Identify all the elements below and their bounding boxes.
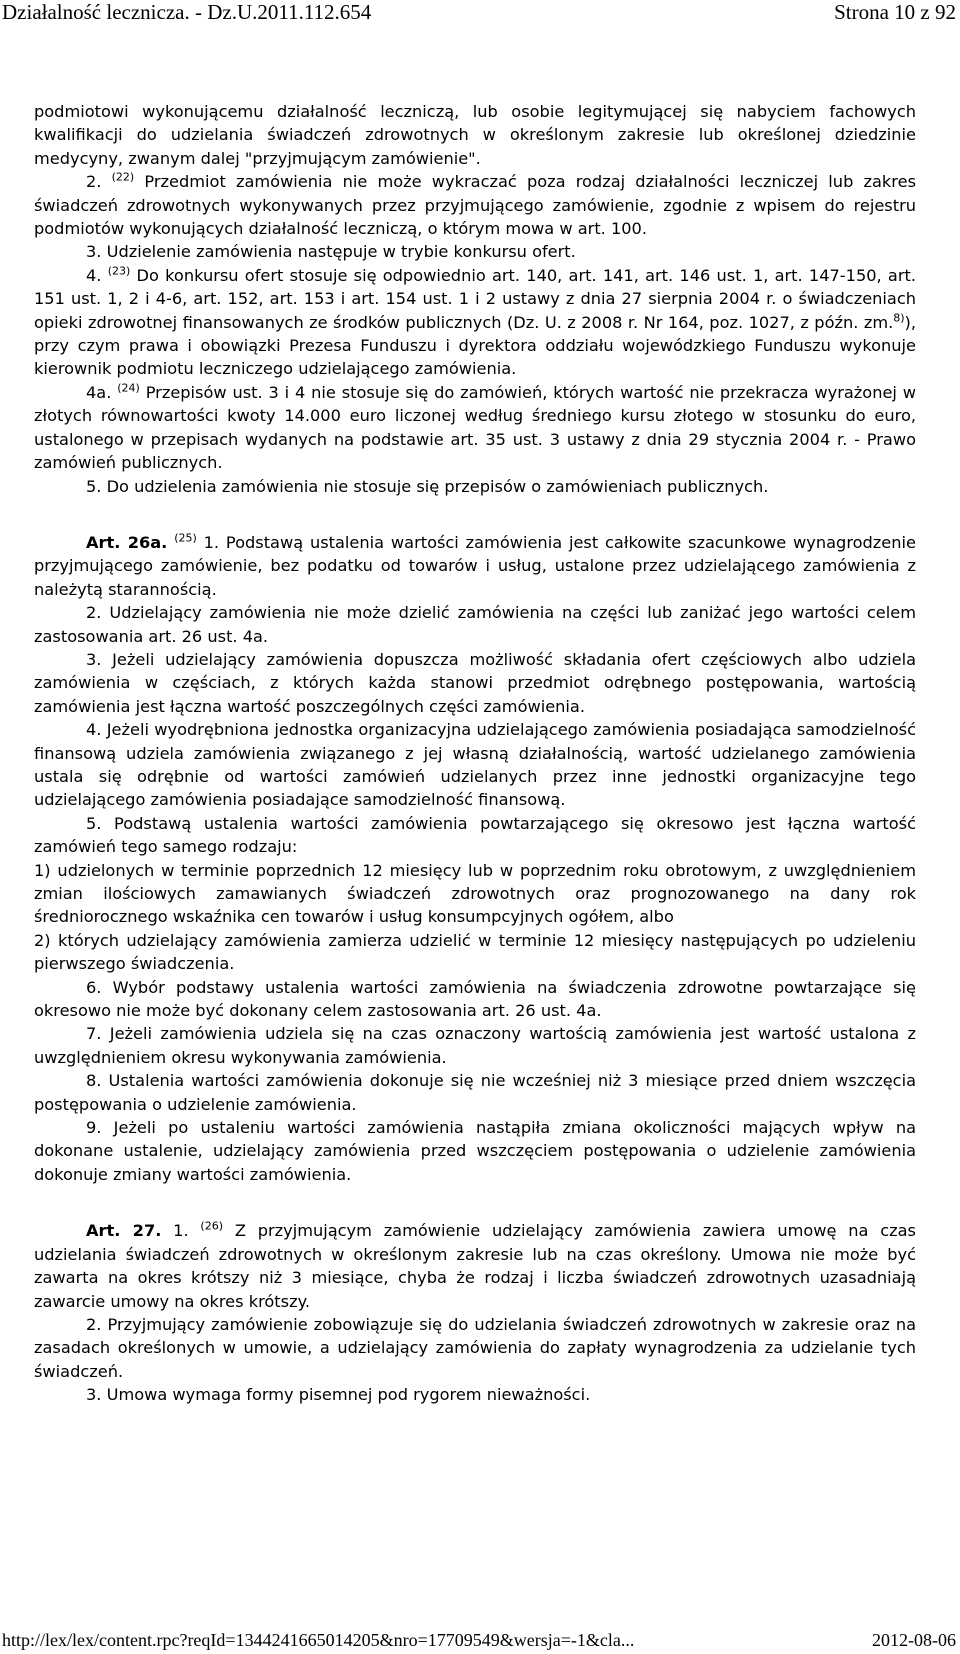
article-26a-para-2: 2. Udzielający zamówienia nie może dzielić zamówienia na części lub zaniżać jego wartości celem zastosowania art. 26 ust. 4a. [34,603,916,646]
article-27-para-2: 2. Przyjmujący zamówienie zobowiązuje się do udzielania świadczeń zdrowotnych w zakresie oraz na zasadach określonych w umowie, a udzielający zamówienia do zapłaty wynagrodzenia za udzielanie tych świadczeń. [34,1314,916,1381]
article-26a-para-8: 8. Ustalenia wartości zamówienia dokonuje się nie wcześniej niż 3 miesiące przed dniem wszczęcia postępowania o udzielenie zamówienia. [34,1071,916,1114]
article-26a-para-7: 7. Jeżeli zamówienia udziela się na czas oznaczony wartością zamówienia jest wartość ustalona z uwzględnieniem okresu wykonywania zamówienia. [34,1024,916,1067]
footnote-ref: (24) [117,381,140,395]
list-item: 2) których udzielający zamówienia zamierza udzielić w terminie 12 miesięcy następujących po udzieleniu pierwszego świadczenia. [34,930,916,974]
paragraph-3: 3. Udzielenie zamówienia następuje w trybie konkursu ofert. [86,242,576,262]
page-number: Strona 10 z 92 [834,0,956,24]
article-27-para-3: 3. Umowa wymaga formy pisemnej pod rygorem nieważności. [86,1385,591,1405]
list-item: 1) udzielonych w terminie poprzednich 12 miesięcy lub w poprzednim roku obrotowym, z uwzględnieniem zmian ilościowych zamawianych świadczeń zdrowotnych oraz prognozowanego na dany rok średniorocznego wskaźnika cen towarów i usług konsumpcyjnych ogółem, albo [34,860,916,927]
footnote-ref: (26) [200,1219,224,1233]
paragraph-continuation: podmiotowi wykonującemu działalność leczniczą, lub osobie legitymującej się nabyciem fachowych kwalifikacji do udzielania świadczeń zdrowotnych w określonym zakresie lub określonej dziedzinie medycyny, zwanym dalej "przyjmującym zamówienie". [34,102,916,168]
footnote-ref: (23) [107,264,131,278]
article-27-para-1: Art. 27. 1. $^{(26)}$ Z przyjmującym zamówienie udzielający zamówienia zawiera umowę na czas udzielania świadczeń zdrowotnych w określonym zakresie lub na czas określony. Umowa nie może być zawarta na okres krótszy niż 3 miesiące, chyba że rodzaj i liczba świadczeń zdrowotnych uzasadniają zawarcie umowy na okres krótszy. [34,1219,916,1311]
footnote-ref: 8) [893,311,905,325]
article-label: Art. 26a. [86,532,168,552]
article-26a-para-4: 4. Jeżeli wyodrębniona jednostka organizacyjna udzielającego zamówienia posiadająca samodzielność finansową udziela zamówienia związanego z jej własną działalnością, wartość udzielanego zamówienia ustala się odrębnie od wartości zamówień udzielanych przez inne jednostki organizacyjne tego udzielającego zamówienia posiadające samodzielność finansową. [34,720,916,810]
footer-date: 2012-08-06 [872,1630,956,1650]
spacer [34,498,916,531]
article-26a-para-6: 6. Wybór podstawy ustalenia wartości zamówienia na świadczenia zdrowotne powtarzające się okresowo nie może być dokonany celem zastosowania art. 26 ust. 4a. [34,977,916,1021]
article-label: Art. 27. [86,1221,162,1241]
document-title: Działalność lecznicza. - Dz.U.2011.112.654 [2,0,372,24]
article-26a-para-9: 9. Jeżeli po ustaleniu wartości zamówienia nastąpiła zmiana okoliczności mających wpływ na dokonane ustalenie, udzielający zamówienia przed wszczęciem postępowania o udzielenie zamówienia dokonuje zmiany wartości zamówienia. [34,1118,916,1184]
article-26a-para-1: Art. 26a. $^{(25)}$ 1. Podstawą ustalenia wartości zamówienia jest całkowite szacunkowe wynagrodzenie przyjmującego zamówienie, bez podatku od towarów i usług, ustalone przez udzielającego zamówienia z należytą starannością. [34,531,916,599]
paragraph-4: 4. $^{(23)}$ Do konkursu ofert stosuje się odpowiednio art. 140, art. 141, art. 146 ust. 1, art. 147-150, art. 151 ust. 1, 2 i 4-6, art. 152, art. 153 i art. 154 ust. 1 i 2 ustawy z dnia 27 sierpnia 2004 r. o świadczeniach opieki zdrowotnej finansowanych ze środków publicznych (Dz. U. z 2008 r. Nr 164, poz. 1027, z późn. zm.$^{8)}$), przy czym prawa i obowiązki Prezesa Funduszu i dyrektora oddziału wojewódzkiego Funduszu wykonuje kierownik podmiotu leczniczego udzielającego zamówienia. [34,264,916,379]
page-header [0,0,960,32]
footer-url: http://lex/lex/content.rpc?reqId=1344241665014205&nro=17709549&wersja=-1&cla... [2,1630,635,1650]
article-26a-para-5: 5. Podstawą ustalenia wartości zamówienia powtarzającego się okresowo jest łączna wartość zamówień tego samego rodzaju: [34,813,916,857]
footnote-ref: (22) [111,170,135,184]
article-26a-para-3: 3. Jeżeli udzielający zamówienia dopuszcza możliwość składania ofert częściowych albo udziela zamówienia w częściach, z których każda stanowi przedmiot odrębnego postępowania, wartością zamówienia jest łączna wartość poszczególnych części zamówienia. [34,649,916,716]
spacer [34,1186,916,1219]
footnote-ref: (25) [174,531,197,545]
paragraph-4a: 4a. $^{(24)}$ Przepisów ust. 3 i 4 nie stosuje się do zamówień, których wartość nie przekracza wyrażonej w złotych równowartości kwoty 14.000 euro liczonej według średniego kursu złotego w stosunku do euro, ustalonego w przepisach wydanych na podstawie art. 35 ust. 3 ustawy z dnia 29 stycznia 2004 r. - Prawo zamówień publicznych. [34,381,916,473]
paragraph-5: 5. Do udzielenia zamówienia nie stosuje się przepisów o zamówieniach publicznych. [86,476,769,496]
paragraph-2: 2. $^{(22)}$ Przedmiot zamówienia nie może wykraczać poza rodzaj działalności leczniczej lub zakres świadczeń zdrowotnych wykonywanych przez przyjmującego zamówienie, zgodnie z wpisem do rejestru podmiotów wykonujących działalność leczniczą, o którym mowa w art. 100. [34,170,916,239]
page-footer [0,1629,960,1654]
document-body [34,100,916,1407]
